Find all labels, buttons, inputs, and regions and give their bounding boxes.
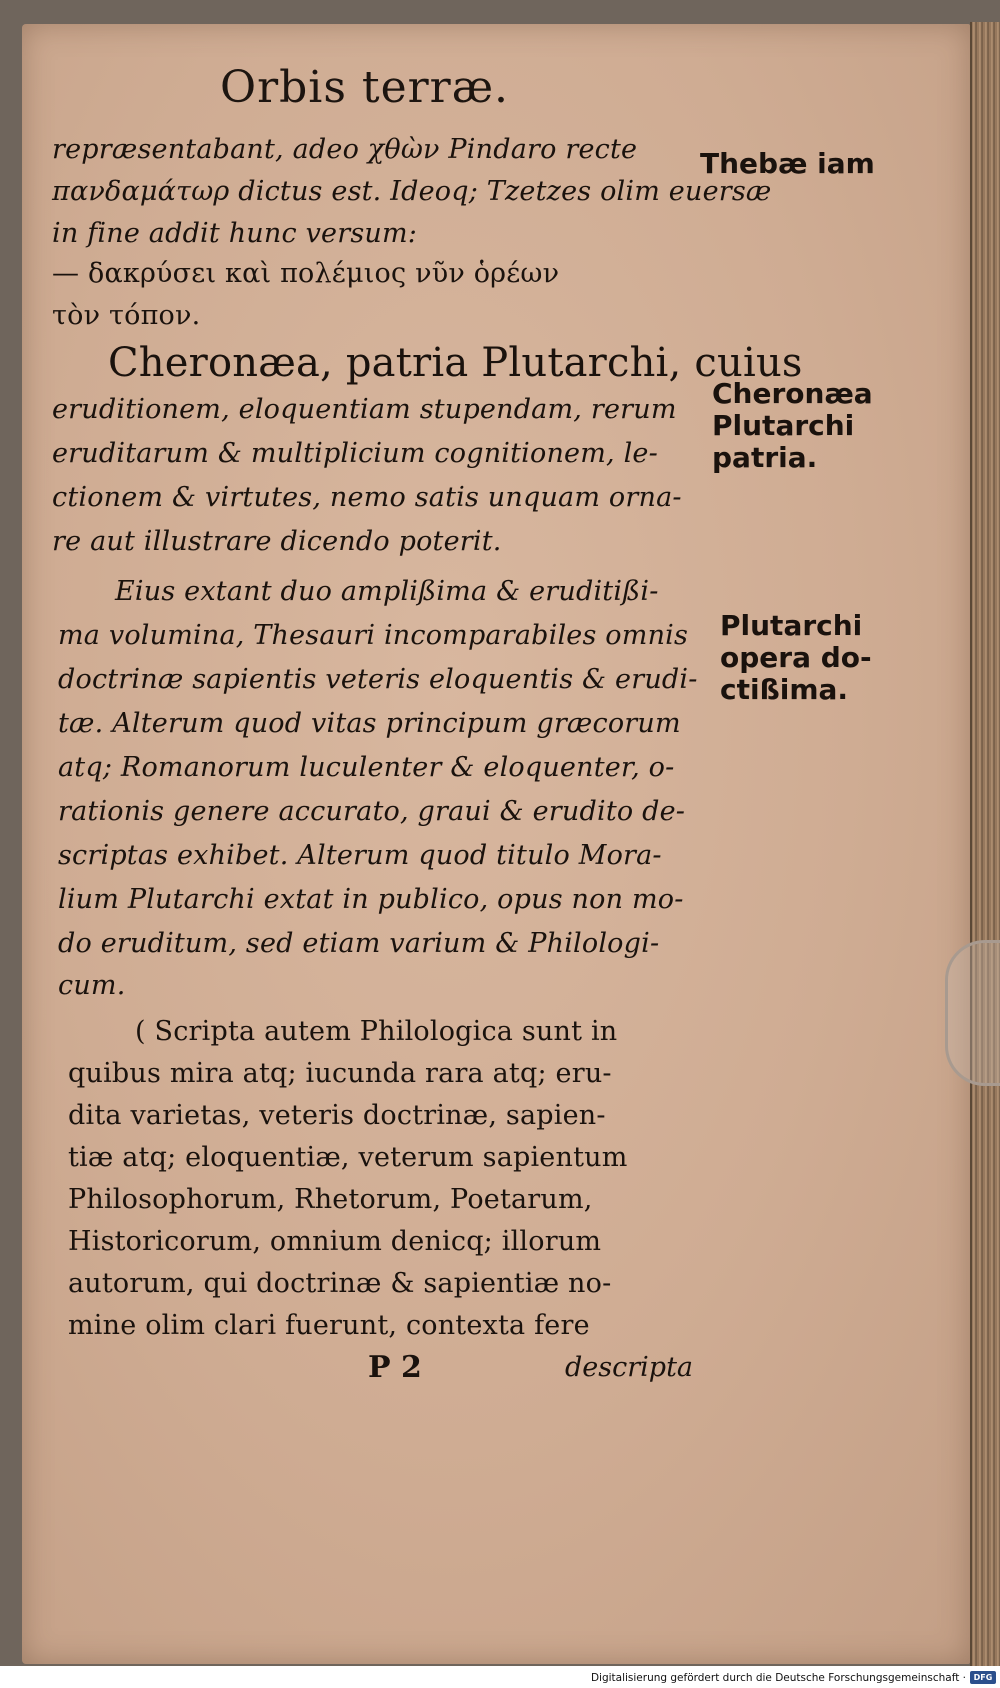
body-line: do eruditum, sed etiam varium & Philologi-: [58, 928, 660, 959]
body-line: eruditarum & multiplicium cognitionem, le-: [52, 438, 658, 469]
body-line: — δακρύσει καὶ πολέμιος νῦν ὁρέων: [52, 258, 560, 289]
body-line: tiæ atq; eloquentiæ, veterum sapientum: [68, 1142, 628, 1173]
body-line: quibus mira atq; iucunda rara atq; eru-: [68, 1058, 612, 1089]
body-line: eruditionem, eloquentiam stupendam, rerum: [52, 394, 677, 425]
body-line: atq; Romanorum luculenter & eloquenter, o-: [58, 752, 675, 783]
body-line: in fine addit hunc versum:: [52, 218, 418, 249]
footer-credit: Digitalisierung gefördert durch die Deutsche Forschungsgemeinschaft ·: [590, 1672, 966, 1684]
signature-mark: P 2: [368, 1350, 422, 1385]
book-clasp: [945, 940, 1000, 1086]
body-line: Philosophorum, Rhetorum, Poetarum,: [68, 1184, 593, 1215]
catchword: descripta: [565, 1352, 694, 1383]
body-line: tæ. Alterum quod vitas principum græcorum: [58, 708, 681, 739]
body-line: dita varietas, veteris doctrinæ, sapien-: [68, 1100, 606, 1131]
body-line: πανδαμάτωρ dictus est. Ideoq; Tzetzes olim euersæ: [52, 176, 772, 207]
body-line: autorum, qui doctrinæ & sapientiæ no-: [68, 1268, 612, 1299]
body-line: cum.: [58, 970, 126, 1001]
body-line: Cheronæa, patria Plutarchi, cuius: [108, 340, 803, 386]
running-head: Orbis terræ.: [220, 62, 510, 113]
body-line: ctionem & virtutes, nemo satis unquam orna-: [52, 482, 682, 513]
body-line: ( Scripta autem Philologica sunt in: [135, 1016, 618, 1047]
body-line: mine olim clari fuerunt, contexta fere: [68, 1310, 590, 1341]
body-line: ma volumina, Thesauri incomparabiles omnis: [58, 620, 689, 651]
body-line: re aut illustrare dicendo poterit.: [52, 526, 502, 557]
body-line: lium Plutarchi extat in publico, opus non mo-: [58, 884, 684, 915]
margin-note-thebes: Thebæ iam: [700, 147, 875, 180]
body-line: rationis genere accurato, graui & erudito de-: [58, 796, 686, 827]
page-fore-edge: [970, 22, 1000, 1666]
dfg-logo: DFG: [970, 1671, 996, 1684]
body-line: Eius extant duo amplißima & eruditißi-: [115, 576, 659, 607]
body-line: Historicorum, omnium denicq; illorum: [68, 1226, 602, 1257]
body-line: doctrinæ sapientis veteris eloquentis & erudi-: [58, 664, 698, 695]
body-line: τὸν τόπον.: [52, 300, 201, 331]
margin-note-cheronaea: Cheronæa Plutarchi patria.: [712, 377, 873, 474]
footer-bar: [0, 1668, 1000, 1688]
body-line: scriptas exhibet. Alterum quod titulo Mora-: [58, 840, 662, 871]
margin-note-plutarch-works: Plutarchi opera do- ctißima.: [720, 609, 872, 706]
body-line: repræsentabant, adeo χθὼν Pindaro recte: [52, 134, 638, 165]
